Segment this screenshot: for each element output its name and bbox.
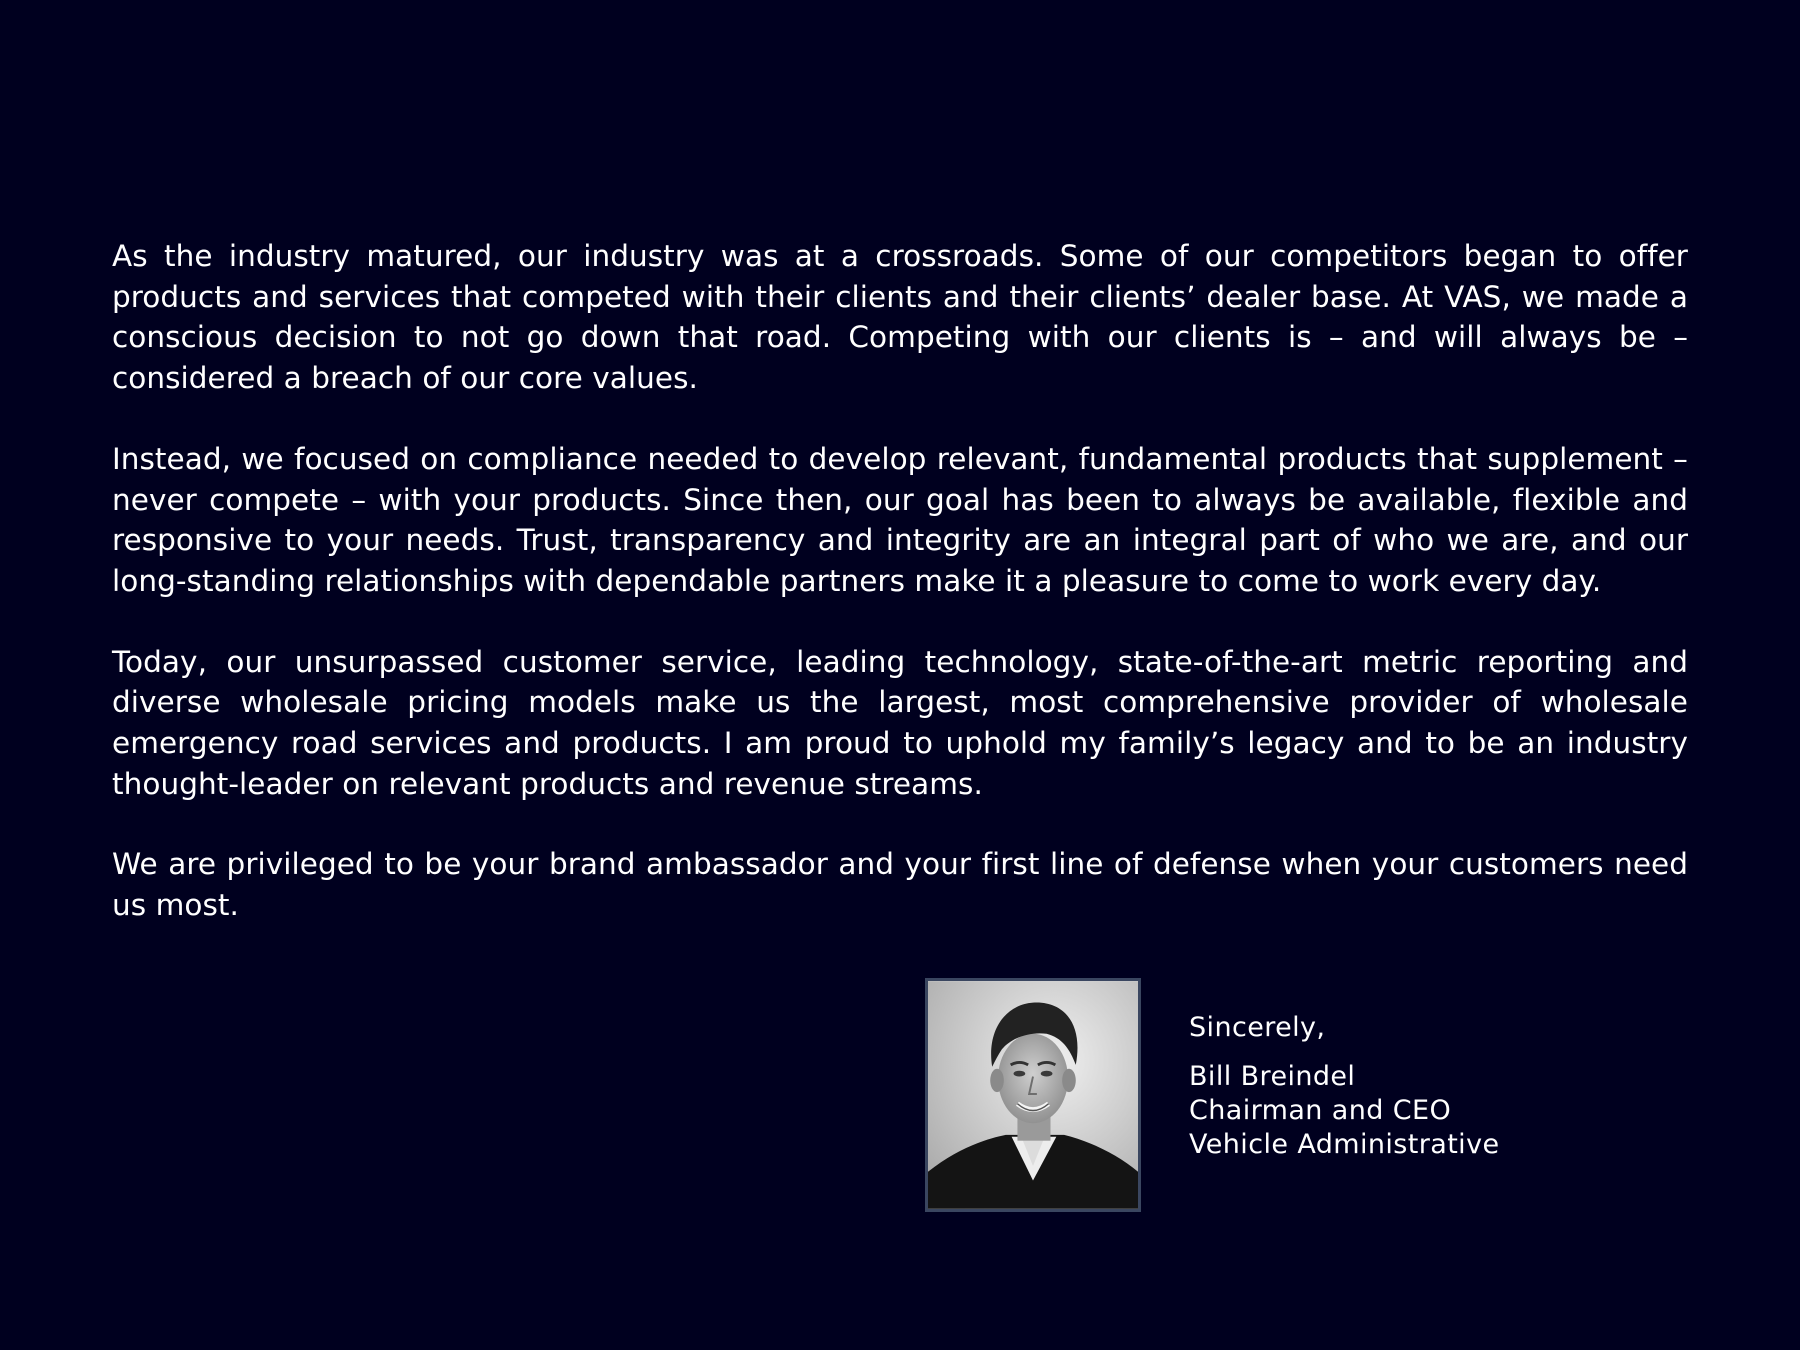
letter-paragraph-2: Instead, we focused on compliance needed to develop relevant, fundamental products that supplement – never compete – with your products. Since then, our goal has been to always be available, flexible and responsive to your needs. Trust, transparency and integrity are an integral part of who we are, and our long-standing relationships with dependable partners make it a pleasure to come to work every day. <box>112 441 1688 598</box>
letter-body <box>112 236 1688 926</box>
letter-paragraph-4: We are privileged to be your brand ambassador and your first line of defense when your customers need us most. <box>112 847 1688 923</box>
ceo-portrait-photo <box>925 978 1141 1212</box>
signature-block <box>1189 1011 1499 1162</box>
letter-paragraph-3: Today, our unsurpassed customer service, leading technology, state-of-the-art metric reporting and diverse wholesale pricing models make us the largest, most comprehensive provider of wholesale emergency road services and products. I am proud to uphold my family’s legacy and to be an industry thought-leader on relevant products and revenue streams. <box>112 644 1688 801</box>
signer-title: Chairman and CEO <box>1189 1095 1452 1126</box>
signer-name: Bill Breindel <box>1189 1061 1356 1092</box>
closing-text: Sincerely, <box>1189 1012 1326 1043</box>
portrait-photo-icon <box>928 981 1138 1209</box>
letter-paragraph-1: As the industry matured, our industry was at a crossroads. Some of our competitors began to offer products and services that competed with their clients and their clients’ dealer base. At VAS, we made a conscious decision to not go down that road. Competing with our clients is – and will always be – considered a breach of our core values. <box>112 239 1688 396</box>
signer-company: Vehicle Administrative <box>1189 1129 1500 1160</box>
